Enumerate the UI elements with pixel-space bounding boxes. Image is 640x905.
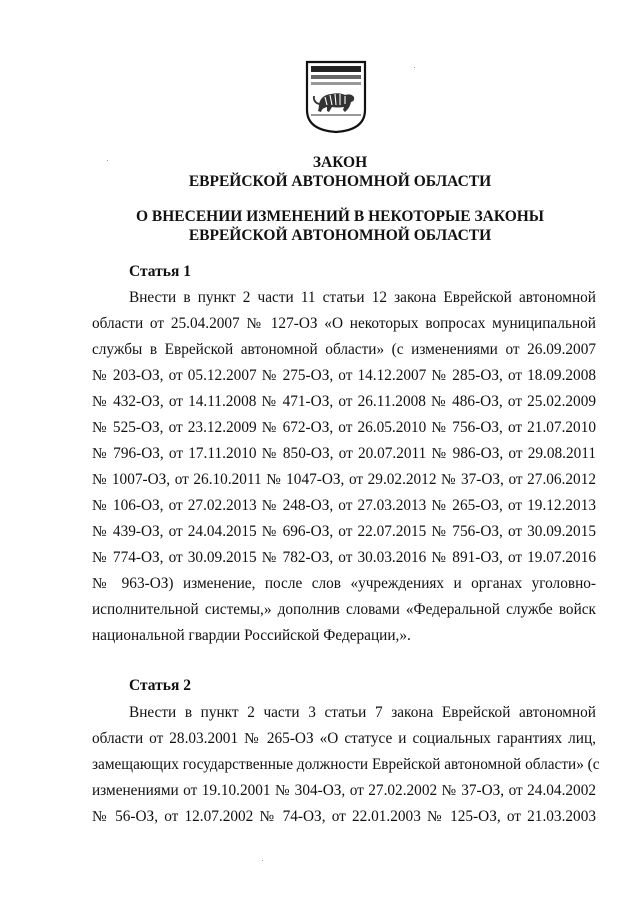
article-1-line: № 203-ОЗ, от 05.12.2007 № 275-ОЗ, от 14.12.2007 № 285-ОЗ, от 18.09.2008 [92,367,596,384]
article-1-line: Внести в пункт 2 части 11 статьи 12 закона Еврейской автономной [129,289,596,306]
law-subject-line-1: О ВНЕСЕНИИ ИЗМЕНЕНИЙ В НЕКОТОРЫЕ ЗАКОНЫ [135,208,545,225]
article-1-line: № 796-ОЗ, от 17.11.2010 № 850-ОЗ, от 20.07.2011 № 986-ОЗ, от 29.08.2011 [92,445,596,462]
article-1-line: № 106-ОЗ, от 27.02.2013 № 248-ОЗ, от 27.03.2013 № 265-ОЗ, от 19.12.2013 [92,497,596,514]
article-1-line: № 774-ОЗ, от 30.09.2015 № 782-ОЗ, от 30.03.2016 № 891-ОЗ, от 19.07.2016 [92,549,596,566]
article-1-line: национальной гвардии Российской Федерации,». [92,627,411,644]
law-region: ЕВРЕЙСКОЙ АВТОНОМНОЙ ОБЛАСТИ [188,173,492,190]
article-1-line: № 432-ОЗ, от 14.11.2008 № 471-ОЗ, от 26.11.2008 № 486-ОЗ, от 25.02.2009 [92,393,596,410]
article-1-line: № 439-ОЗ, от 24.04.2015 № 696-ОЗ, от 22.07.2015 № 756-ОЗ, от 30.09.2015 [92,523,596,540]
article-2-line: изменениями от 19.10.2001 № 304-ОЗ, от 27.02.2002 № 37-ОЗ, от 24.04.2002 [92,782,596,799]
article-1-line: исполнительной системы,» дополнив словами «Федеральной службе войск [92,601,596,618]
article-2-line: Внести в пункт 2 части 3 статьи 7 закона Еврейской автономной [129,704,596,721]
law-subject-line-2: ЕВРЕЙСКОЙ АВТОНОМНОЙ ОБЛАСТИ [188,227,492,244]
article-1-line: № 963-ОЗ) изменение, после слов «учреждениях и органах уголовно- [92,575,596,592]
article-2-line: области от 28.03.2001 № 265-ОЗ «О статусе и социальных гарантиях лиц, [92,730,596,747]
article-1-line: № 525-ОЗ, от 23.12.2009 № 672-ОЗ, от 26.05.2010 № 756-ОЗ, от 21.07.2010 [92,419,596,436]
article-1-line: службы в Еврейской автономной области» (с изменениями от 26.09.2007 [92,341,596,358]
article-1-line: № 1007-ОЗ, от 26.10.2011 № 1047-ОЗ, от 29.02.2012 № 37-ОЗ, от 27.06.2012 [92,471,596,488]
article-2-line: № 56-ОЗ, от 12.07.2002 № 74-ОЗ, от 22.01.2003 № 125-ОЗ, от 21.03.2003 [92,808,596,825]
article-2-line: замещающих государственные должности Еврейской автономной области» (с [92,756,600,773]
law-title: ЗАКОН [312,154,368,171]
scan-speck [414,67,415,68]
scan-speck [107,160,108,161]
scan-speck [262,860,263,861]
coat-of-arms-emblem [305,60,367,134]
article-1-line: области от 25.04.2007 № 127-ОЗ «О некоторых вопросах муниципальной [92,315,596,332]
article-2-heading: Статья 2 [129,677,191,694]
article-1-heading: Статья 1 [129,263,191,280]
